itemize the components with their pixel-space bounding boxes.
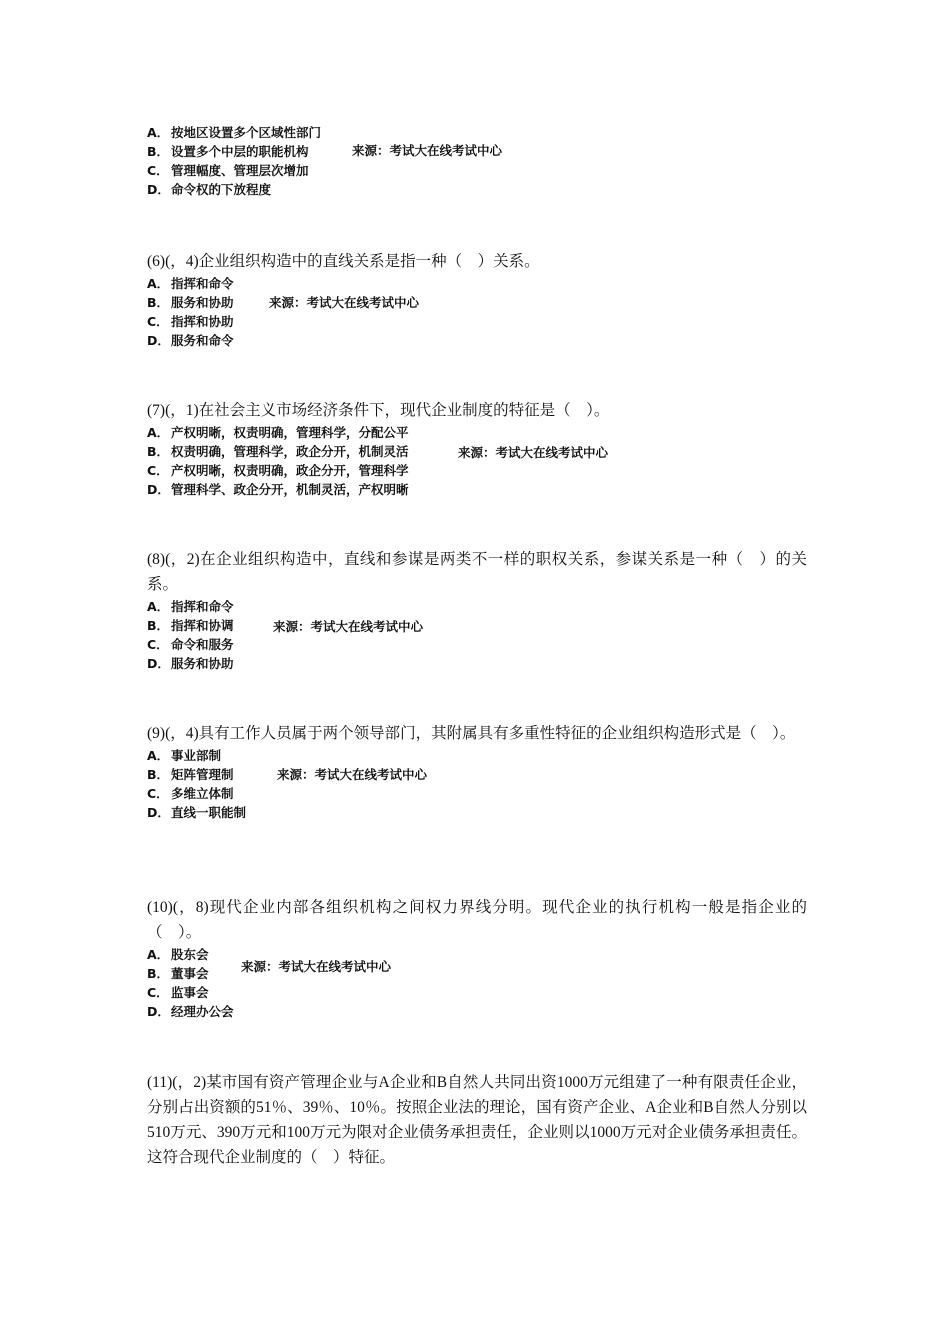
question-8: [147, 547, 807, 673]
option-list: [147, 123, 807, 199]
option-c: C． 监事会: [147, 985, 209, 1000]
question-9: [147, 721, 807, 822]
question-10: [147, 895, 807, 1021]
option-c: C． 指挥和协助: [147, 314, 234, 329]
option-d: D．经理办公会: [147, 1004, 234, 1019]
option-list: [147, 746, 807, 822]
question-text: (7)(，1)在社会主义市场经济条件下，现代企业制度的特征是（ ）。: [147, 402, 610, 419]
option-d: D．管理科学、政企分开，机制灵活，产权明晰: [147, 482, 409, 497]
question-text: (9)(，4)具有工作人员属于两个领导部门，其附属具有多重性特征的企业组织构造形式是（ ）。: [147, 725, 796, 742]
question-11: [147, 1070, 807, 1170]
question-6: [147, 249, 807, 350]
source-note: 来源：考试大在线考试中心: [273, 619, 424, 634]
question-text: (10)(，8)现代企业内部各组织机构之间权力界线分明。现代企业的执行机构一般是指企业的（ ）。: [147, 899, 807, 941]
question-7: [147, 398, 807, 499]
question-text: (11)(，2)某市国有资产管理企业与A企业和B自然人共同出资1000万元组建了一种有限责任企业，分别占出资额的51％、39％、10％。按照企业法的理论，国有资产企业、A企业和B自然人分别以510万元、390万元和100万元为限对企业债务承担责任，企业则以1000万元对企业债务承担责任。这符合现代企业制度的（ ）特征。: [147, 1074, 807, 1166]
option-a: A． 产权明晰，权责明确，管理科学，分配公平: [147, 425, 409, 440]
option-list: [147, 423, 807, 499]
source-note: 来源：考试大在线考试中心: [241, 959, 392, 974]
option-a: A． 指挥和命令: [147, 599, 234, 614]
option-c: C． 管理幅度、管理层次增加: [147, 163, 309, 178]
option-b: B． 矩阵管理制: [147, 767, 234, 782]
option-b: B． 服务和协助: [147, 295, 234, 310]
option-b: B． 董事会: [147, 966, 209, 981]
option-a: A． 指挥和命令: [147, 276, 234, 291]
option-list: [147, 274, 807, 350]
option-c: C． 产权明晰，权责明确，政企分开，管理科学: [147, 463, 409, 478]
source-note: 来源：考试大在线考试中心: [277, 767, 428, 782]
source-note: 来源：考试大在线考试中心: [269, 295, 420, 310]
option-d: D．服务和命令: [147, 333, 234, 348]
option-a: A． 按地区设置多个区域性部门: [147, 125, 322, 140]
question-5: [147, 123, 807, 199]
question-text: (6)(，4)企业组织构造中的直线关系是指一种（ ）关系。: [147, 253, 540, 270]
question-text: (8)(，2)在企业组织构造中，直线和参谋是两类不一样的职权关系，参谋关系是一种（ ）的关系。: [147, 551, 807, 593]
option-c: C． 多维立体制: [147, 786, 234, 801]
option-d: D．直线一职能制: [147, 805, 247, 820]
option-d: D．命令权的下放程度: [147, 182, 272, 197]
option-list: [147, 597, 807, 673]
option-a: A． 股东会: [147, 947, 209, 962]
option-b: B． 设置多个中层的职能机构: [147, 144, 309, 159]
source-note: 来源：考试大在线考试中心: [458, 445, 609, 460]
option-b: B． 指挥和协调: [147, 618, 234, 633]
option-d: D．服务和协助: [147, 656, 234, 671]
option-c: C． 命令和服务: [147, 637, 234, 652]
source-note: 来源：考试大在线考试中心: [352, 143, 503, 158]
option-b: B． 权责明确，管理科学，政企分开，机制灵活: [147, 444, 409, 459]
option-list: [147, 945, 807, 1021]
option-a: A． 事业部制: [147, 748, 222, 763]
